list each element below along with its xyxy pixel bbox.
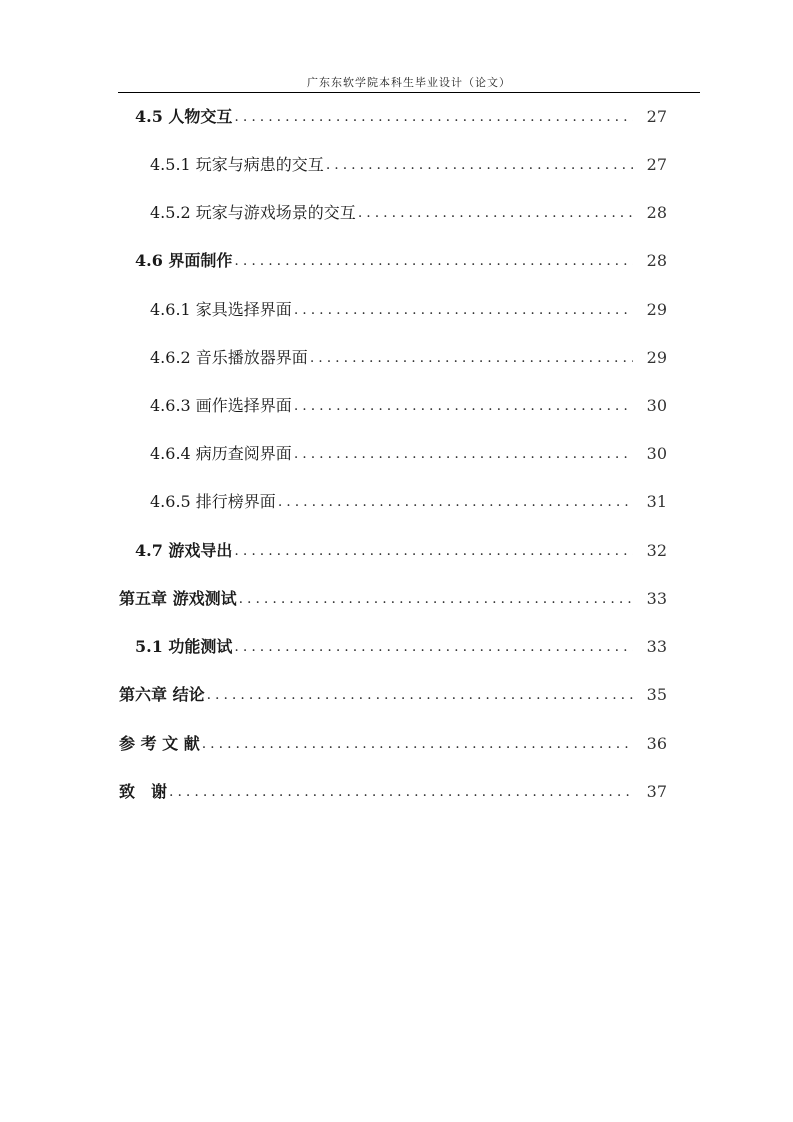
dot-leader bbox=[207, 682, 633, 708]
toc-entry-label: 4.5.1 玩家与病患的交互 bbox=[150, 155, 324, 174]
dot-leader bbox=[294, 297, 633, 323]
toc-entry-5-1[interactable] bbox=[135, 634, 667, 660]
dot-leader bbox=[239, 586, 633, 612]
toc-entry-label: 致 谢 bbox=[119, 782, 168, 801]
toc-page-number: 31 bbox=[646, 492, 667, 511]
toc-page-number: 27 bbox=[646, 107, 667, 126]
toc-entry-label: 4.6.5 排行榜界面 bbox=[150, 492, 276, 511]
toc-entry-4-5-2[interactable] bbox=[150, 200, 667, 226]
toc-entry-label: 参 考 文 献 bbox=[119, 734, 200, 753]
dot-leader bbox=[234, 634, 633, 660]
toc-entry-4-5[interactable] bbox=[135, 104, 667, 130]
toc-entry-4-6-3[interactable] bbox=[150, 393, 667, 419]
toc-entry-label: 4.6.3 画作选择界面 bbox=[150, 396, 292, 415]
toc-entry-label: 4.6.4 病历查阅界面 bbox=[150, 444, 292, 463]
dot-leader bbox=[278, 489, 633, 515]
toc-page-number: 33 bbox=[646, 589, 667, 608]
dot-leader bbox=[234, 104, 633, 130]
dot-leader bbox=[234, 538, 633, 564]
toc-entry-chapter-5[interactable] bbox=[119, 586, 667, 612]
toc-entry-acknowledgements[interactable] bbox=[119, 779, 667, 805]
header-title: 广东东软学院本科生毕业设计（论文） bbox=[307, 76, 511, 89]
toc-entry-label: 4.6.1 家具选择界面 bbox=[150, 300, 292, 319]
toc-entry-label: 4.5.2 玩家与游戏场景的交互 bbox=[150, 203, 356, 222]
toc-entry-label: 4.6.2 音乐播放器界面 bbox=[150, 348, 308, 367]
toc-page-number: 29 bbox=[646, 300, 667, 319]
toc-page-number: 36 bbox=[646, 734, 667, 753]
toc-entry-4-5-1[interactable] bbox=[150, 152, 667, 178]
toc-entry-4-6-1[interactable] bbox=[150, 297, 667, 323]
toc-page-number: 30 bbox=[646, 444, 667, 463]
toc-entry-label: 第六章 结论 bbox=[119, 685, 205, 704]
toc-page-number: 35 bbox=[646, 685, 667, 704]
dot-leader bbox=[294, 441, 633, 467]
toc-page-number: 33 bbox=[646, 637, 667, 656]
dot-leader bbox=[234, 248, 633, 274]
toc-entry-4-6-4[interactable] bbox=[150, 441, 667, 467]
toc-entry-4-7[interactable] bbox=[135, 538, 667, 564]
toc-entry-references[interactable] bbox=[119, 731, 667, 757]
toc-entry-4-6[interactable] bbox=[135, 248, 667, 274]
dot-leader bbox=[358, 200, 633, 226]
dot-leader bbox=[310, 345, 633, 371]
toc-entry-label: 第五章 游戏测试 bbox=[119, 589, 237, 608]
toc-entry-chapter-6[interactable] bbox=[119, 682, 667, 708]
toc-page-number: 37 bbox=[646, 782, 667, 801]
toc-entry-label: 4.7 游戏导出 bbox=[135, 541, 233, 560]
toc-entry-4-6-5[interactable] bbox=[150, 489, 667, 515]
toc-page-number: 28 bbox=[646, 203, 667, 222]
toc-page-number: 30 bbox=[646, 396, 667, 415]
page-header bbox=[118, 74, 700, 93]
toc-page-number: 28 bbox=[646, 251, 667, 270]
toc-entry-label: 4.5 人物交互 bbox=[135, 107, 233, 126]
toc-page-number: 27 bbox=[646, 155, 667, 174]
dot-leader bbox=[169, 779, 633, 805]
dot-leader bbox=[202, 731, 633, 757]
toc-page-number: 32 bbox=[646, 541, 667, 560]
toc-entry-4-6-2[interactable] bbox=[150, 345, 667, 371]
toc-entry-label: 5.1 功能测试 bbox=[135, 637, 233, 656]
dot-leader bbox=[326, 152, 633, 178]
toc-entry-label: 4.6 界面制作 bbox=[135, 251, 233, 270]
dot-leader bbox=[294, 393, 633, 419]
toc-page-number: 29 bbox=[646, 348, 667, 367]
